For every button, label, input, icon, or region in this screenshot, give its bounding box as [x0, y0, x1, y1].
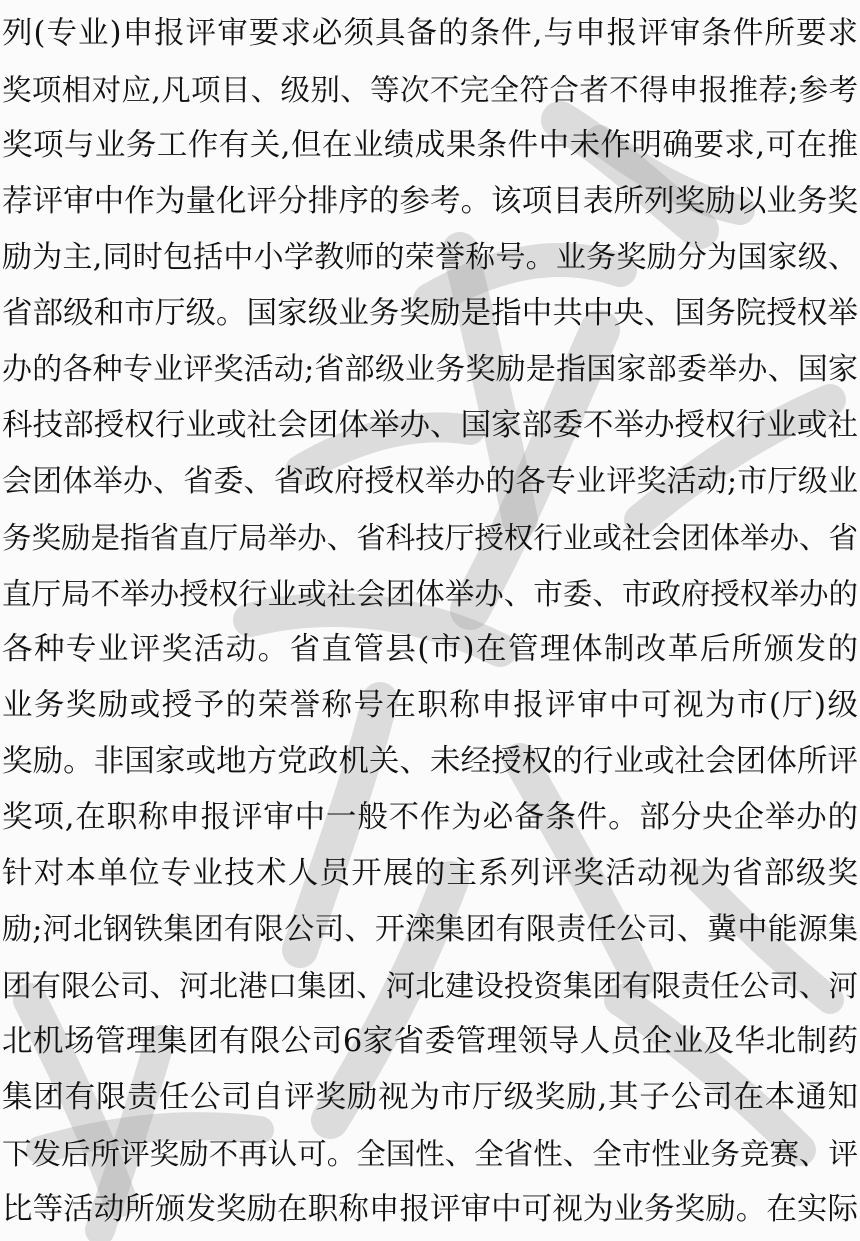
text-line: 业务奖励或授予的荣誉称号在职称申报评审中可视为市(厅)级 [2, 688, 858, 723]
text-line: 集团有限责任公司自评奖励视为市厅级奖励,其子公司在本通知 [2, 1080, 858, 1115]
text-line: 团有限公司、河北港口集团、河北建设投资集团有限责任公司、河 [2, 969, 858, 1003]
text-line: 荐评审中作为量化评分排序的参考。该项目表所列奖励以业务奖 [2, 184, 858, 219]
text-line: 列(专业)申报评审要求必须具备的条件,与申报评审条件所要求 [2, 16, 858, 51]
text-line: 针对本单位专业技术人员开展的主系列评奖活动视为省部级奖 [2, 856, 858, 891]
text-line: 励为主,同时包括中小学教师的荣誉称号。业务奖励分为国家级、 [2, 240, 858, 275]
text-line: 会团体举办、省委、省政府授权举办的各专业评奖活动;市厅级业 [2, 464, 858, 499]
text-line: 奖项与业务工作有关,但在业绩成果条件中未作明确要求,可在推 [2, 128, 858, 163]
text-line: 各种专业评奖活动。省直管县(市)在管理体制改革后所颁发的 [2, 632, 858, 667]
text-line: 奖项,在职称申报评审中一般不作为必备条件。部分央企举办的 [2, 800, 858, 835]
text-line: 奖励。非国家或地方党政机关、未经授权的行业或社会团体所评 [2, 744, 858, 779]
text-line: 励;河北钢铁集团有限公司、开滦集团有限责任公司、冀中能源集 [2, 912, 858, 947]
text-line: 省部级和市厅级。国家级业务奖励是指中共中央、国务院授权举 [2, 296, 858, 331]
text-line: 科技部授权行业或社会团体举办、国家部委不举办授权行业或社 [2, 408, 858, 443]
text-line: 直厅局不举办授权行业或社会团体举办、市委、市政府授权举办的 [2, 577, 858, 611]
text-line: 比等活动所颁发奖励在职称申报评审中可视为业务奖励。在实际 [2, 1192, 858, 1227]
text-line: 下发后所评奖励不再认可。全国性、全省性、全市性业务竞赛、评 [2, 1137, 858, 1171]
text-line: 奖项相对应,凡项目、级别、等次不完全符合者不得申报推荐;参考 [2, 73, 858, 107]
text-line: 办的各种专业评奖活动;省部级业务奖励是指国家部委举办、国家 [2, 352, 858, 387]
text-line: 北机场管理集团有限公司6家省委管理领导人员企业及华北制药 [2, 1024, 858, 1059]
text-line: 务奖励是指省直厅局举办、省科技厅授权行业或社会团体举办、省 [2, 521, 858, 555]
